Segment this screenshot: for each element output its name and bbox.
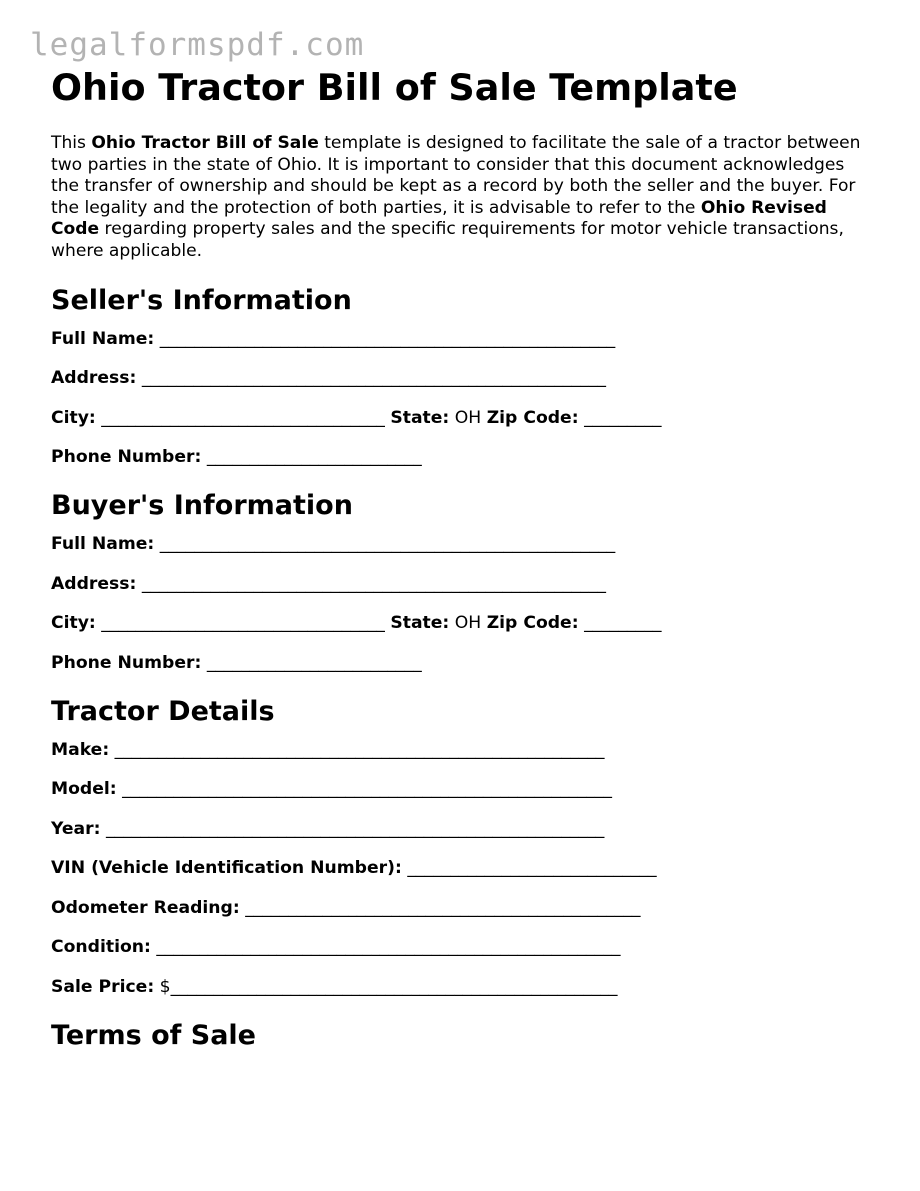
buyer-heading: Buyer's Information <box>51 490 353 522</box>
intro-text-2: template is designed to facilitate the sale of a tractor between two parties in the state of Ohio. It is important to consider that this document acknowledges the transfer of ownership and should be kept as a record by both the seller and the buyer. For the legality and the protection of both parties, it is advisable to refer to the <box>51 133 861 218</box>
tractor-vin-field[interactable] <box>51 858 871 879</box>
intro-paragraph <box>51 133 871 263</box>
intro-bold-2: Ohio Revised Code <box>51 197 827 240</box>
tractor-condition-field[interactable] <box>51 937 871 958</box>
tractor-condition-label: Condition: <box>51 937 151 958</box>
tractor-odometer-label: Odometer Reading: <box>51 897 240 918</box>
seller-fields <box>51 329 871 469</box>
buyer-zip-label: Zip Code: <box>486 613 579 634</box>
seller-full-name-blank[interactable]: _____________________________________________________ <box>159 328 616 349</box>
tractor-make-blank[interactable]: _________________________________________________________ <box>114 739 605 760</box>
tractor-year-field[interactable] <box>51 819 871 840</box>
tractor-heading: Tractor Details <box>51 695 275 727</box>
intro-bold-1: Ohio Tractor Bill of Sale <box>91 133 319 153</box>
watermark: legalformspdf.com <box>30 27 365 63</box>
seller-address-blank[interactable]: ______________________________________________________ <box>141 368 606 389</box>
tractor-year-blank[interactable]: __________________________________________________________ <box>105 818 605 839</box>
tractor-model-field[interactable] <box>51 779 871 800</box>
seller-phone-blank[interactable]: _________________________ <box>206 447 422 468</box>
tractor-model-label: Model: <box>51 779 117 800</box>
buyer-phone-field[interactable] <box>51 653 871 674</box>
tractor-condition-blank[interactable]: ______________________________________________________ <box>156 937 621 958</box>
tractor-sale-price-blank[interactable]: ____________________________________________________ <box>170 976 618 997</box>
tractor-model-blank[interactable]: _________________________________________________________ <box>122 779 612 800</box>
tractor-vin-label: VIN (Vehicle Identification Number): <box>51 858 402 879</box>
buyer-full-name-field[interactable] <box>51 534 871 555</box>
buyer-city-state-zip-field[interactable] <box>51 613 871 634</box>
seller-city-label: City: <box>51 407 96 428</box>
buyer-address-blank[interactable]: ______________________________________________________ <box>141 573 606 594</box>
buyer-state-label: State: <box>390 613 450 634</box>
seller-state-label: State: <box>390 407 450 428</box>
tractor-sale-price-currency: $ <box>159 976 171 997</box>
intro-text-1: This <box>51 133 92 153</box>
intro-text-3: regarding property sales and the specific requirements for motor vehicle transactions, where applicable. <box>51 219 844 261</box>
buyer-fields <box>51 534 871 674</box>
seller-zip-blank[interactable]: _________ <box>584 407 662 428</box>
buyer-address-field[interactable] <box>51 574 871 595</box>
seller-address-label: Address: <box>51 368 137 389</box>
buyer-full-name-label: Full Name: <box>51 534 155 555</box>
buyer-phone-label: Phone Number: <box>51 652 202 673</box>
seller-address-field[interactable] <box>51 368 871 389</box>
document-page <box>51 66 871 1052</box>
buyer-city-label: City: <box>51 613 96 634</box>
buyer-full-name-blank[interactable]: _____________________________________________________ <box>159 534 616 555</box>
buyer-city-blank[interactable]: _________________________________ <box>101 613 385 634</box>
terms-heading: Terms of Sale <box>51 1019 256 1051</box>
tractor-sale-price-field[interactable] <box>51 977 871 998</box>
seller-heading: Seller's Information <box>51 284 352 316</box>
buyer-state-value: OH <box>454 613 482 634</box>
tractor-odometer-blank[interactable]: ______________________________________________ <box>245 897 641 918</box>
tractor-odometer-field[interactable] <box>51 898 871 919</box>
tractor-make-field[interactable] <box>51 740 871 761</box>
buyer-zip-blank[interactable]: _________ <box>584 613 662 634</box>
tractor-vin-blank[interactable]: _____________________________ <box>407 858 657 879</box>
seller-full-name-label: Full Name: <box>51 328 155 349</box>
tractor-sale-price-label: Sale Price: <box>51 976 155 997</box>
seller-city-blank[interactable]: _________________________________ <box>101 407 385 428</box>
seller-zip-label: Zip Code: <box>486 407 579 428</box>
seller-city-state-zip-field[interactable] <box>51 408 871 429</box>
tractor-make-label: Make: <box>51 739 110 760</box>
document-title: Ohio Tractor Bill of Sale Template <box>51 66 738 109</box>
seller-full-name-field[interactable] <box>51 329 871 350</box>
buyer-address-label: Address: <box>51 573 137 594</box>
seller-phone-label: Phone Number: <box>51 447 202 468</box>
seller-state-value: OH <box>454 407 482 428</box>
buyer-phone-blank[interactable]: _________________________ <box>206 652 422 673</box>
tractor-year-label: Year: <box>51 818 101 839</box>
tractor-fields <box>51 740 871 998</box>
seller-phone-field[interactable] <box>51 447 871 468</box>
